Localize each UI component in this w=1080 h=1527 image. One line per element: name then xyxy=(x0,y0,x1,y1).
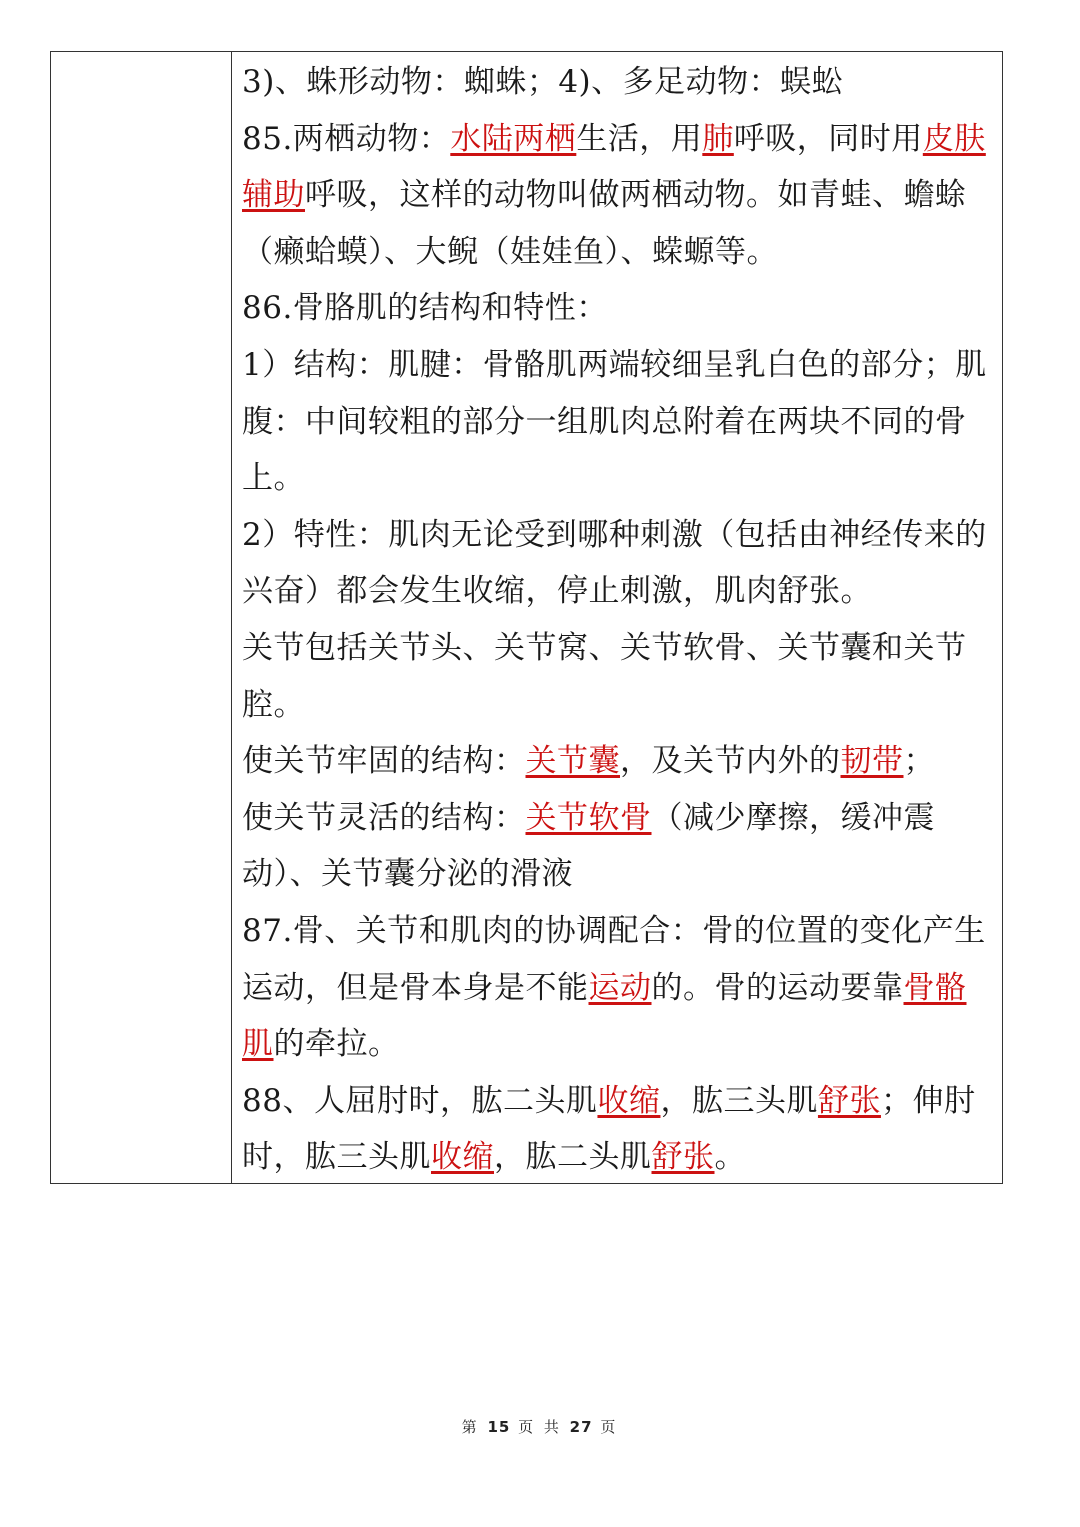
keyword-lung: 肺 xyxy=(702,120,734,157)
keyword-movement: 运动 xyxy=(588,969,652,1006)
keyword-skin-assist: 皮肤辅助 xyxy=(242,120,986,214)
keyword-joint-capsule: 关节囊 xyxy=(525,743,620,780)
keyword-contract-2: 收缩 xyxy=(431,1139,494,1176)
current-page-number: 15 xyxy=(487,1418,511,1436)
para-joint-parts: 关节包括关节头、关节窝、关节软骨、关节囊和关节腔。 xyxy=(242,629,967,723)
keyword-skeletal-muscle: 骨骼肌 xyxy=(242,969,967,1063)
line-arthropods: 3)、蛛形动物：蜘蛛；4)、多足动物：蜈蚣 xyxy=(242,64,844,100)
para-85-amphibians: 85.两栖动物：水陆两栖生活，用肺呼吸，同时用皮肤辅助呼吸，这样的动物叫做两栖动物。如青蛙、蟾蜍（癞蛤蟆）、大鲵（娃娃鱼）、蝾螈等。 xyxy=(242,120,986,270)
table-left-column xyxy=(51,52,232,1183)
para-86-structure: 1）结构：肌腱：骨骼肌两端较细呈乳白色的部分；肌腹：中间较粗的部分一组肌肉总附着在两块不同的骨上。 xyxy=(242,346,987,497)
keyword-joint-cartilage: 关节软骨 xyxy=(525,799,652,836)
content-table xyxy=(50,51,1003,1184)
keyword-amphibious: 水陆两栖 xyxy=(450,120,577,157)
para-86-property: 2）特性：肌肉无论受到哪种刺激（包括由神经传来的兴奋）都会发生收缩，停止刺激，肌肉舒张。 xyxy=(242,516,987,610)
keyword-contract-1: 收缩 xyxy=(597,1082,661,1119)
keyword-ligament: 韧带 xyxy=(840,743,904,780)
keyword-relax-2: 舒张 xyxy=(651,1139,715,1176)
para-joint-firm: 使关节牢固的结构：关节囊，及关节内外的韧带； xyxy=(242,743,935,780)
para-88-elbow: 88、人屈肘时，肱二头肌收缩，肱三头肌舒张；伸肘时，肱三头肌收缩，肱二头肌舒张。 xyxy=(242,1082,976,1176)
page-footer: 第 15 页 共 27 页 xyxy=(461,1418,619,1436)
para-joint-flexible: 使关节灵活的结构：关节软骨（减少摩擦，缓冲震动）、关节囊分泌的滑液 xyxy=(242,799,935,893)
para-87-coordination: 87.骨、关节和肌肉的协调配合：骨的位置的变化产生运动，但是骨本身是不能运动的。骨的运动要靠骨骼肌的牵拉。 xyxy=(242,912,986,1063)
total-page-number: 27 xyxy=(569,1418,593,1436)
para-86-title: 86.骨胳肌的结构和特性： xyxy=(242,290,608,327)
keyword-relax-1: 舒张 xyxy=(817,1082,881,1119)
table-content-cell xyxy=(242,54,994,1186)
